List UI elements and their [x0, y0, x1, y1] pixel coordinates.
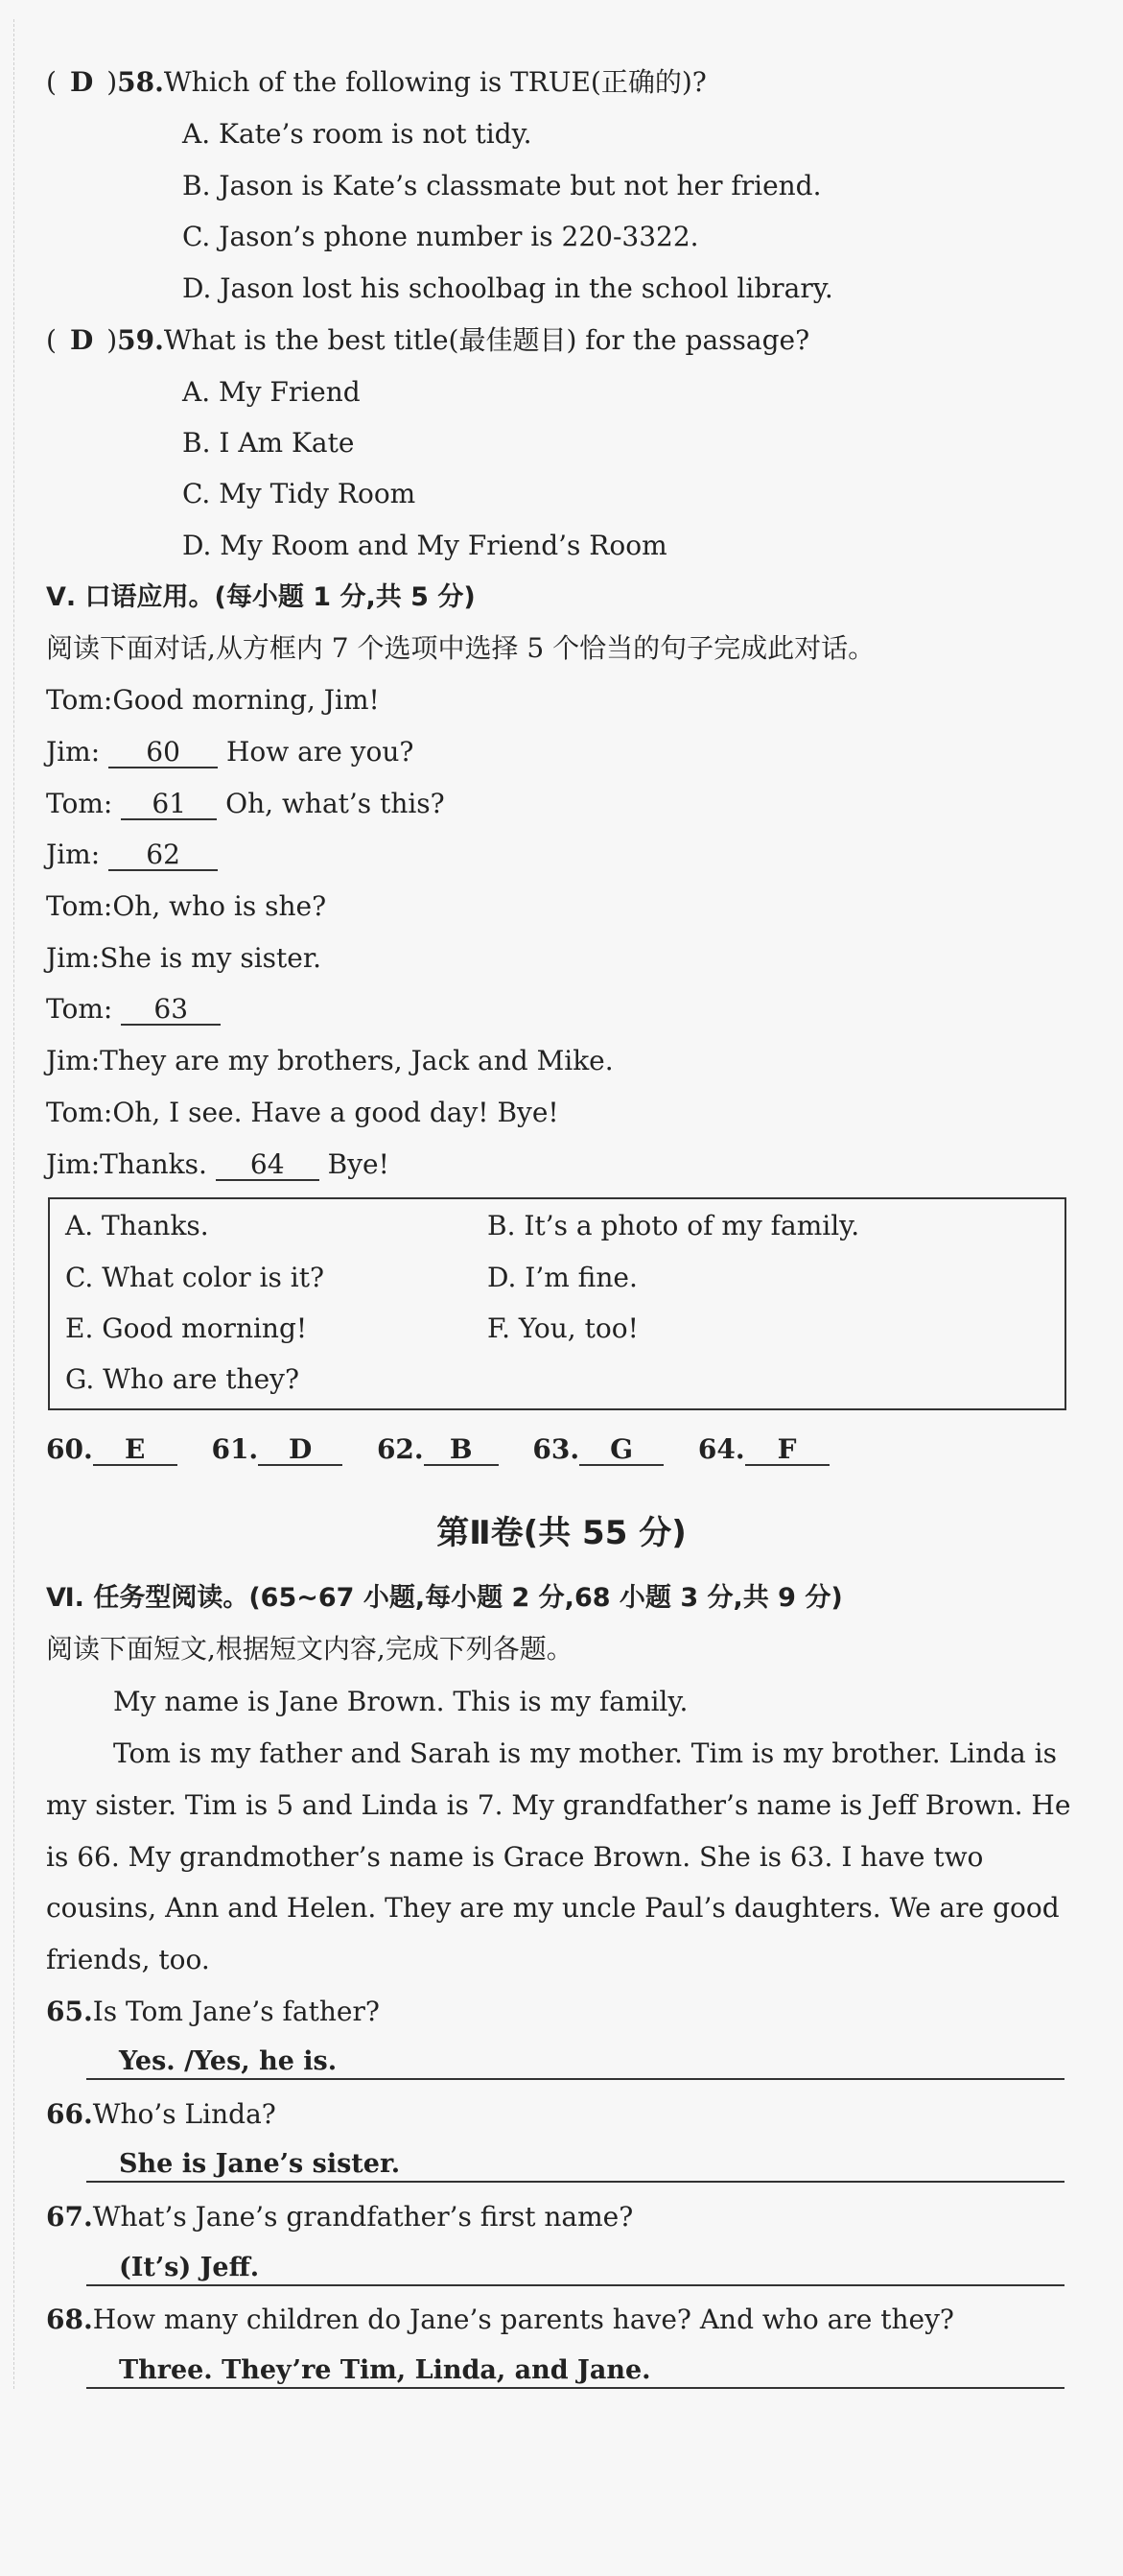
blank-62: 62 [108, 840, 218, 871]
speaker: Tom: [46, 993, 113, 1025]
speaker: Jim: [46, 736, 101, 768]
utterance: Thanks. [100, 1148, 207, 1180]
section-5-title: Ⅴ. 口语应用。(每小题 1 分,共 5 分) [46, 582, 476, 612]
question-68 [46, 2303, 1123, 2337]
option-58-b: B. Jason is Kate’s classmate but not her friend. [182, 170, 822, 201]
question-number-68: 68. [46, 2304, 93, 2335]
passage-line-1: My name is Jane Brown. This is my family. [113, 1686, 689, 1717]
answer-line-67: (It’s) Jeff. [86, 2252, 1065, 2286]
utterance: Oh, who is she? [112, 890, 327, 922]
question-number-67: 67. [46, 2201, 93, 2233]
question-stem-58: Which of the following is TRUE(正确的)? [163, 66, 707, 98]
option-58-a: A. Kate’s room is not tidy. [182, 118, 532, 150]
question-number-58: 58. [117, 66, 164, 98]
answer-blank-62: B [424, 1435, 499, 1466]
utterance: They are my brothers, Jack and Mike. [100, 1045, 614, 1076]
answers-row [46, 1433, 854, 1466]
answer-number: 60. [46, 1433, 93, 1465]
dialogue-line-8 [46, 1044, 1123, 1078]
question-number-66: 66. [46, 2098, 93, 2130]
dialogue-line-9 [46, 1096, 1123, 1130]
answer-item [698, 1433, 830, 1466]
speaker: Jim: [46, 942, 101, 974]
speaker: Tom: [46, 684, 113, 716]
question-text-66: Who’s Linda? [92, 2098, 276, 2130]
passage-line-5: cousins, Ann and Helen. They are my uncle Paul’s daughters. We are good [46, 1892, 1060, 1924]
box-option-a: A. Thanks. [65, 1210, 209, 1241]
answer-number: 63. [532, 1433, 580, 1465]
blank-61: 61 [121, 790, 217, 820]
answer-line-68: Three. They’re Tim, Linda, and Jane. [86, 2354, 1065, 2389]
box-option-d: D. I’m fine. [487, 1262, 638, 1293]
option-59-b: B. I Am Kate [182, 427, 355, 459]
question-66 [46, 2097, 1123, 2132]
option-59-c: C. My Tidy Room [182, 478, 416, 509]
answer-item [46, 1433, 177, 1466]
option-58-d: D. Jason lost his schoolbag in the school library. [182, 272, 833, 304]
answer-blank-61: D [258, 1435, 342, 1466]
passage-line-2: Tom is my father and Sarah is my mother. Tim is my brother. Linda is [113, 1737, 1057, 1769]
utterance: Oh, what’s this? [225, 788, 445, 819]
box-option-g: G. Who are they? [65, 1363, 299, 1395]
blank-64: 64 [216, 1150, 319, 1181]
utterance: Good morning, Jim! [112, 684, 380, 716]
question-stem-59: What is the best title(最佳题目) for the passage? [163, 324, 810, 356]
question-59: ( D )59.What is the best title(最佳题目) for the passage? [46, 324, 810, 356]
answer-blank-64: F [745, 1435, 830, 1466]
answer-line-65: Yes. /Yes, he is. [86, 2045, 1065, 2080]
question-text-68: How many children do Jane’s parents have? And who are they? [92, 2304, 954, 2335]
dialogue-line-6 [46, 941, 1123, 976]
blank-60: 60 [108, 738, 218, 768]
question-65 [46, 1995, 1123, 2029]
answer-item [377, 1433, 499, 1466]
dialogue-line-7 [46, 992, 1123, 1027]
blank-63: 63 [121, 995, 221, 1026]
utterance: She is my sister. [100, 942, 322, 974]
passage-line-4: is 66. My grandmother’s name is Grace Brown. She is 63. I have two [46, 1841, 984, 1873]
answer-blank-63: G [579, 1435, 664, 1466]
box-option-b: B. It’s a photo of my family. [487, 1210, 860, 1241]
utterance: How are you? [225, 736, 414, 768]
utterance: Oh, I see. Have a good day! Bye! [112, 1097, 559, 1128]
question-number-65: 65. [46, 1996, 93, 2027]
answer-number: 64. [697, 1433, 745, 1465]
dialogue-line-2 [46, 735, 1123, 769]
dialogue-line-4 [46, 838, 1123, 872]
volume-2-title: 第Ⅱ卷(共 55 分) [436, 1514, 687, 1552]
option-59-d: D. My Room and My Friend’s Room [182, 530, 667, 561]
answer-59: D [69, 324, 94, 356]
answer-number: 62. [376, 1433, 424, 1465]
dialogue-line-5 [46, 889, 1123, 924]
speaker: Tom: [46, 788, 113, 819]
speaker: Tom: [46, 1097, 113, 1128]
speaker: Tom: [46, 890, 113, 922]
speaker: Jim: [46, 1045, 101, 1076]
options-box [48, 1197, 1066, 1410]
speaker: Jim: [46, 839, 101, 870]
box-option-c: C. What color is it? [65, 1262, 324, 1293]
box-option-f: F. You, too! [487, 1312, 639, 1344]
answer-item [532, 1433, 664, 1466]
passage-line-3: my sister. Tim is 5 and Linda is 7. My grandfather’s name is Jeff Brown. He [46, 1789, 1071, 1821]
question-58: ( D )58.Which of the following is TRUE(正确的)? [46, 66, 707, 98]
dialogue-line-10 [46, 1147, 1123, 1182]
answer-item [211, 1433, 342, 1466]
question-text-65: Is Tom Jane’s father? [92, 1996, 380, 2027]
option-58-c: C. Jason’s phone number is 220-3322. [182, 221, 699, 252]
section-6-instruction: 阅读下面短文,根据短文内容,完成下列各题。 [46, 1633, 573, 1665]
answer-line-66: She is Jane’s sister. [86, 2148, 1065, 2183]
question-67 [46, 2200, 1123, 2234]
answer-blank-60: E [93, 1435, 177, 1466]
dialogue-line-1 [46, 683, 1123, 718]
utterance: Bye! [327, 1148, 389, 1180]
answer-58: D [69, 66, 94, 98]
option-59-a: A. My Friend [182, 376, 361, 408]
box-option-e: E. Good morning! [65, 1312, 308, 1344]
margin-divider [13, 19, 14, 2389]
section-5-instruction: 阅读下面对话,从方框内 7 个选项中选择 5 个恰当的句子完成此对话。 [46, 632, 876, 664]
section-6-title: Ⅵ. 任务型阅读。(65~67 小题,每小题 2 分,68 小题 3 分,共 9 分) [46, 1583, 843, 1613]
passage-line-6: friends, too. [46, 1944, 210, 1975]
dialogue-line-3 [46, 787, 1123, 821]
speaker: Jim: [46, 1148, 101, 1180]
question-text-67: What’s Jane’s grandfather’s first name? [92, 2201, 634, 2233]
answer-number: 61. [211, 1433, 259, 1465]
question-number-59: 59. [117, 324, 164, 356]
